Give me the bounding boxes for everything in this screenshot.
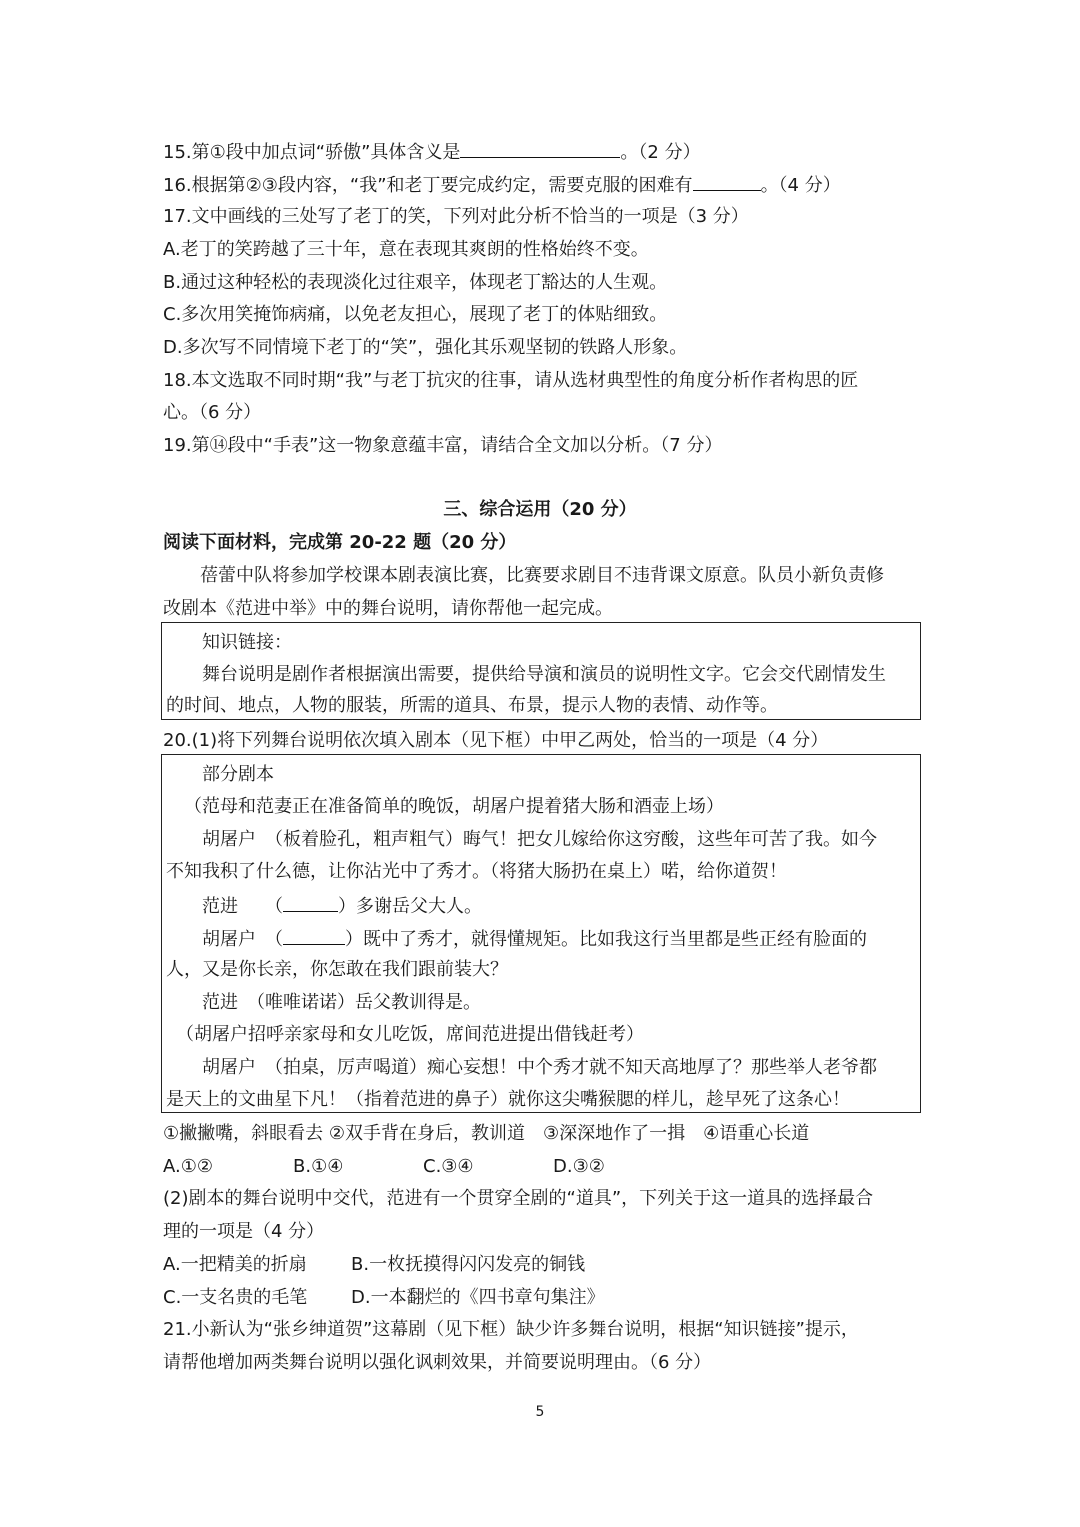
blank-yi[interactable] bbox=[283, 926, 345, 945]
hu-line6: 是天上的文曲星下凡！（指着范进的鼻子）就你这尖嘴猴腮的样儿，趁早死了这条心！ bbox=[166, 1089, 850, 1110]
question-20-part1: 20.(1)将下列舞台说明依次填入剧本（见下框）中甲乙两处，恰当的一项是（4 分） bbox=[163, 730, 829, 751]
question-17: 17.文中画线的三处写了老丁的笑，下列对此分析不恰当的一项是（3 分） bbox=[163, 206, 749, 227]
q20-part2-option-a[interactable]: A.一把精美的折扇 bbox=[163, 1254, 307, 1275]
q20-part2-option-d[interactable]: D.一本翻烂的《四书章句集注》 bbox=[351, 1287, 605, 1308]
q20-part2-line1: (2)剧本的舞台说明中交代，范进有一个贯穿全剧的“道具”，下列关于这一道具的选择最合 bbox=[163, 1188, 874, 1209]
q17-option-a: A.老丁的笑跨越了三十年，意在表现其爽朗的性格始终不变。 bbox=[163, 239, 649, 260]
stage-direction-2: （胡屠户招呼亲家母和女儿吃饭，席间范进提出借钱赶考） bbox=[176, 1024, 644, 1045]
question-21-line1: 21.小新认为“张乡绅道贺”这幕剧（见下框）缺少许多舞台说明，根据“知识链接”提示， bbox=[163, 1319, 859, 1340]
fan-line1: 范进 （ ）多谢岳父大人。 bbox=[202, 893, 482, 919]
stage-notes: ①撇撇嘴，斜眼看去 ②双手背在身后，教训道 ③深深地作了一揖 ④语重心长道 bbox=[163, 1123, 810, 1144]
page-number: 5 bbox=[535, 1404, 545, 1420]
q20-option-a[interactable]: A.①② bbox=[163, 1156, 213, 1177]
hu-line1: 胡屠户 （板着脸孔，粗声粗气）晦气！把女儿嫁给你这穷酸，这些年可苦了我。如今 bbox=[202, 829, 877, 850]
fan-line2: 范进 （唯唯诺诺）岳父教训得是。 bbox=[202, 992, 481, 1013]
intro-line2: 改剧本《范进中举》中的舞台说明，请你帮他一起完成。 bbox=[163, 598, 613, 619]
question-18-line1: 18.本文选取不同时期“我”与老丁抗灾的往事，请从选材典型性的角度分析作者构思的匠 bbox=[163, 370, 859, 391]
knowledge-line2: 的时间、地点，人物的服装，所需的道具、布景，提示人物的表情、动作等。 bbox=[166, 695, 778, 716]
q20-option-c[interactable]: C.③④ bbox=[423, 1156, 474, 1177]
script-box bbox=[161, 754, 921, 1113]
section-title: 三、综合运用（20 分） bbox=[443, 499, 637, 520]
question-18-line2: 心。（6 分） bbox=[163, 402, 262, 423]
script-heading: 部分剧本 bbox=[202, 764, 274, 785]
q20-part2-options-row1 bbox=[163, 1253, 585, 1277]
section-instruction: 阅读下面材料，完成第 20-22 题（20 分） bbox=[163, 532, 517, 553]
knowledge-link-box bbox=[161, 622, 921, 720]
q20-options bbox=[163, 1155, 605, 1179]
hu-line3: 胡屠户 （ ）既中了秀才，就得懂规矩。比如我这行当里都是些正经有脸面的 bbox=[202, 926, 867, 952]
q20-part2-line2: 理的一项是（4 分） bbox=[163, 1221, 325, 1242]
hu-line2: 不知我积了什么德，让你沾光中了秀才。（将猪大肠扔在桌上）喏，给你道贺！ bbox=[166, 861, 787, 882]
hu-line4: 人，又是你长亲，你怎敢在我们跟前装大？ bbox=[166, 959, 508, 980]
intro-line1: 蓓蕾中队将参加学校课本剧表演比赛，比赛要求剧目不违背课文原意。队员小新负责修 bbox=[200, 565, 884, 586]
question-19: 19.第⑭段中“手表”这一物象意蕴丰富，请结合全文加以分析。（7 分） bbox=[163, 435, 723, 456]
knowledge-heading: 知识链接： bbox=[202, 632, 292, 653]
question-16: 16.根据第②③段内容，“我”和老丁要完成约定，需要克服的困难有 。（4 分） bbox=[163, 172, 841, 198]
q20-part2-option-b[interactable]: B.一枚抚摸得闪闪发亮的铜钱 bbox=[351, 1254, 586, 1275]
q20-option-d[interactable]: D.③② bbox=[553, 1156, 605, 1177]
hu-line5: 胡屠户 （拍桌，厉声喝道）痴心妄想！中个秀才就不知天高地厚了？那些举人老爷都 bbox=[202, 1057, 877, 1078]
q20-part2-option-c[interactable]: C.一支名贵的毛笔 bbox=[163, 1287, 308, 1308]
question-15: 15.第①段中加点词“骄傲”具体含义是 。（2 分） bbox=[163, 139, 701, 165]
answer-blank[interactable] bbox=[460, 139, 620, 158]
q17-option-b: B.通过这种轻松的表现淡化过往艰辛，体现老丁豁达的人生观。 bbox=[163, 272, 668, 293]
q20-part2-options-row2 bbox=[163, 1286, 605, 1310]
q20-option-b[interactable]: B.①④ bbox=[293, 1156, 344, 1177]
answer-blank[interactable] bbox=[693, 172, 761, 191]
stage-direction-1: （范母和范妻正在准备简单的晚饭，胡屠户提着猪大肠和酒壶上场） bbox=[184, 796, 724, 817]
question-21-line2: 请帮他增加两类舞台说明以强化讽刺效果，并简要说明理由。（6 分） bbox=[163, 1352, 712, 1373]
q17-option-c: C.多次用笑掩饰病痛，以免老友担心，展现了老丁的体贴细致。 bbox=[163, 304, 668, 325]
q17-option-d: D.多次写不同情境下老丁的“笑”，强化其乐观坚韧的铁路人形象。 bbox=[163, 337, 688, 358]
blank-jia[interactable] bbox=[283, 893, 338, 912]
knowledge-line1: 舞台说明是剧作者根据演出需要，提供给导演和演员的说明性文字。它会交代剧情发生 bbox=[202, 664, 886, 685]
